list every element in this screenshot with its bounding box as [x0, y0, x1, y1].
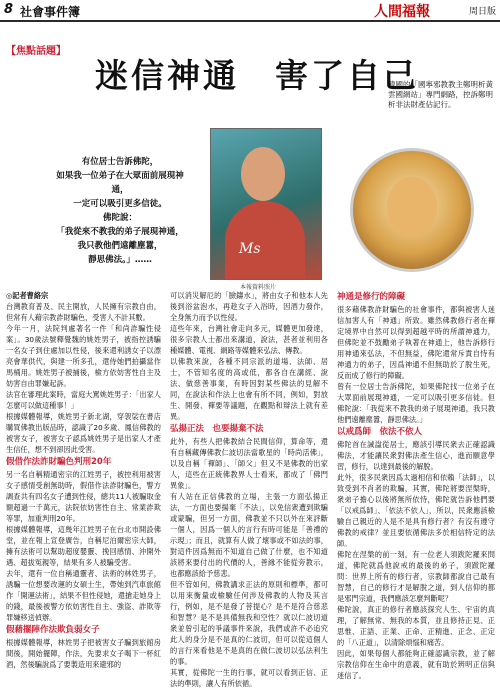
- pull-quote-line: 靜思佛法。」……: [88, 255, 152, 265]
- paragraph: 另一名自稱精通密宗的江姓男子，被控利用被害女子感情受創無助時，假借作法詐財騙色，警方調查共有四名女子遭到性侵，總共11人被騙取金額超過一千萬元，法院依妨害性自主、常業詐欺等罪，加重判刑20年。: [6, 470, 161, 523]
- pull-quote-line: 我只教他們遠離塵囂，: [77, 241, 163, 251]
- photo-shirt: [225, 201, 305, 280]
- newspaper-logo: 人間福報: [374, 4, 430, 20]
- paragraph: 根據媒體報導，林姓男子把被害女子騙到旅館房間後，開始擺陣，作法，先要求女子喝下一杯紅酒，然後騙說爲了要製造用來避邪的: [6, 638, 161, 669]
- subheading: 假藉擺陣作法欺負弱女子: [6, 625, 100, 635]
- photo-signature: Ms: [239, 241, 261, 257]
- paragraph: 佛陀在涅槃的前一刻，有一位老人須跋陀羅來問道，佛陀就爲他說戒的最後的弟子，須跋陀羅問：世界上所有的修行者，宗教師都說自己最有智慧，自己的修行才是解脫之道，到人信仰的都是邪門宗道，我們應該怎麼判斷呢？: [337, 550, 495, 603]
- pull-quote-line: 「我從來不教我的弟子展現神通，: [56, 227, 184, 237]
- paragraph: 因此，如果每個人都能夠正確認識宗教，並了解宗教信仰在生命中的意義，就有助於辨明正信與迷信了。: [337, 649, 495, 680]
- side-caption: 韓國的「國寧邪教教主鄭明析黃雲國網站」專門網路，控訴鄭明析非法財產佔記行。: [388, 80, 493, 109]
- subheading: 弘揚正法 也要揚棄不法: [170, 424, 264, 434]
- paragraph: 這些年來，台灣社會走向多元，媒體更加發達，很多宗教人士都出來講道，說法，甚者並利用各種媒體、電視、網路等媒體來弘法、傳教。: [170, 324, 328, 355]
- section-title: 社會事件簿: [20, 5, 81, 19]
- paragraph: 根據媒體報導，這幾年江姓男子在台北市開設佛堂，並在報上宣登廣告，自稱尼泊爾密宗大師，擁有法術可以幫助超度嬰靈、挽回感情、沖開外遇、超拔冤親等，結果有多人被騙受害。: [6, 525, 161, 567]
- pull-quote-line: 有位居士告訴佛陀，: [81, 157, 159, 167]
- page-number: 8: [4, 2, 14, 17]
- paragraph: 佛陀首在誡諡從居士，應該引導民衆去正確認識佛法，才能讓民衆對佛法產生信心，進而願意學習，修行，以達到最後的解脫。: [337, 440, 495, 471]
- paragraph: 可以消災解厄的「臉鑄水」，將由女子和他本人先後到浴盆泡水，再趁女子入浴時，因酒力發作，全身無力而予以性侵。: [170, 291, 328, 322]
- paragraph: 其實，從佛陀一生的行事，就可以看到正信、正法的準則，讓人有所依循。: [170, 668, 328, 688]
- photo-face: [241, 147, 285, 201]
- paragraph: 台灣教育普及、民主開放，人民擁有宗教自由，但常有人藉宗教詐財騙色，受害人不計其數。: [6, 302, 161, 322]
- paragraph: 此外，有些人把佛教結合民間信仰，算命等，還有自稱藏傳佛教仁波切法當歌星的「時尚活佛」，以及自稱「禪師」、「師父」但又不是佛教的出家人，這些在正統佛教界人士看來，都成了「佛門異象」。: [170, 437, 328, 490]
- subheading: 以戒爲師 依法不依人: [337, 427, 423, 437]
- pull-quote-line: 一定可以吸引更多信徒。: [73, 199, 167, 209]
- paragraph: 根據媒體報導，姚姓男子新北湖，穿袈裟在書店購買佛教出版品時，認識了20多歲、鳳信佛教的被害女子，被害女子認爲姚姓男子是出家人才產生信任，想不到卻因此受害。: [6, 412, 161, 454]
- paragraph: 去年，還有一位自稱通靈者、法術的林姓男子，誘騙一位想要改運的女碩士生，帶她到汽車旅館作「開運法術」，結果不但性侵她，還搶走她身上的錢，最後被警方依妨害性自主、強盜、詐欺等罪嫌移送偵辦。: [6, 569, 161, 622]
- paragraph: 以佛教來說，各種不同宗派的道場、法師、居士，不管知名度的高或低，都各自在講經、說法、做慈善事業，有時因對某些佛法的見解不同，在說法和作法上也會有所不同，例如，對放生、開發、禪要等議題，在觀點和辯法上就有差異。: [170, 357, 328, 421]
- paragraph: 曾有一位居士告訴佛陀，如果佛陀找一位弟子在大眾面前展現神通，一定可以吸引更多信徒。但佛陀說：「我從來不教我的弟子展現神通，我只教他們遠離塵囂，靜思佛法。」: [337, 382, 495, 424]
- paragraph: 此外，很多民衆因爲太過相信和依賴「法師」，以致受到不肖者的欺騙，其實，佛陀將要涅槃時，衆弟子擔心以後將無所依恃，佛陀就告訴他們要「以戒爲師」、「依法不依人」，所以，民衆應該檢驗自己親近的人是不是具有修行者？有沒有遵守佛教的戒律？並且要依循佛法多於相信特定的法師。: [337, 473, 495, 548]
- paragraph: 佛陀說，真正的修行者應該探究人生、宇宙的真理，了解無常、無我的本質，並且修持正見、正思惟、正語、正業、正命、正精進、正念、正定的「八正道」，以清除煩惱和痛苦。: [337, 605, 495, 647]
- edition-label: 周日版: [468, 7, 496, 17]
- subheading: 神通是修行的障礙: [337, 292, 406, 302]
- byline: ◎記者曹絡宗: [6, 291, 49, 300]
- circular-portrait-image: [350, 148, 474, 272]
- article-column-3: [337, 290, 495, 688]
- paragraph: 有人站在正信佛教的立場，主張一方面弘揚正法，一方面也要揚棄「不法」，以免信衆遭到欺騙或蒙騙，但另一方面，佛教並不只以外在來評斷一個人，因爲一個人的言行有時可能是「善禮的示現」；而且，就算有人做了壞事或不如法的事，對這件因爲無而不知道自己做了什麼，也不知道該將來要付出的代價的人，善緣不能從旁教示，也都應該給予慈悲。: [170, 492, 328, 578]
- photo-caption: 本報資料照片: [240, 284, 277, 291]
- paragraph: 但不管如何，佛教講求正法的原則和標準，都可以用來衡量或檢驗任何涉及佛教的人物及其言行，例如，是不是發了菩提心？是不是符合慈悲和智慧？是不是具備無我和空性？就以仁波切道衆並曾引起的爭議事件來說，我們或許不必追究此人的身分是不是真的仁波切，但可以從這個人的言行來看他是不是真的在做仁波切以弘法利生的事。: [170, 580, 328, 666]
- pull-quote-line: 佛陀說：: [102, 213, 137, 223]
- person-photo: [210, 128, 322, 280]
- article-column-1: [6, 290, 161, 688]
- article-column-2: [170, 290, 328, 688]
- subheading: 假借作法詐財騙色判刑20年: [6, 457, 112, 467]
- headline: 迷信神通 害了自己: [95, 56, 419, 95]
- pull-quote-line: 如果我一位弟子在大眾面前展現神通，: [56, 171, 184, 195]
- paragraph: 很多藉佛教詐財騙色的社會事件，都與被害人迷信加害人有「神通」所致。雖然佛教修行者在禪定境界中自然可以得到超越平時的所謂神通力，但佛陀並不鼓勵弟子執著在神通上，他告訴修行用神通來弘法，不但無益，佛陀還常斥責自恃有神通力的弟子，因爲神通不但無助於了脫生死，反而成了修行的障礙。: [337, 305, 495, 380]
- paragraph: 法官在審理此案時，當庭大罵姚姓男子：「出家人怎麼可以做這種事！」: [6, 390, 161, 410]
- focus-topic-tag: 【焦點話題】: [6, 46, 66, 57]
- page-header: [0, 0, 500, 22]
- paragraph: 今年一月，法院判處著名一件「和尚詐騙性侵案」。30歲法號釋覺魏的姚姓男子，被指控誘騙一名女子到住處加以性侵，後來還利誘女子以漂亮會華供代，與建一所多孔，還侍她們拍攝當作馬桶用。姚姓男子被捕後，檢方依妨害性自主及妨害自由罪嫌起訴。: [6, 324, 161, 388]
- pull-quote: [50, 155, 190, 267]
